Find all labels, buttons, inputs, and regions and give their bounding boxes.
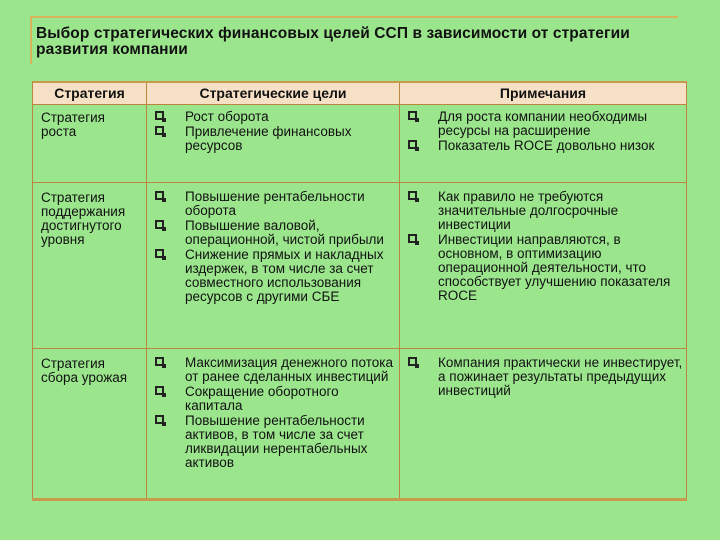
list-item: Повышение рентабельности активов, в том числе за счет ликвидации нерентабельных активов — [147, 414, 399, 470]
checkbox-bullet-icon — [155, 357, 164, 366]
list-item: Привлечение финансовых ресурсов — [147, 125, 399, 153]
checkbox-bullet-icon — [408, 140, 417, 149]
list-item: Для роста компании необходимы ресурсы на расширение — [400, 110, 686, 138]
row-1-goals — [147, 110, 399, 182]
row-3-goals — [147, 356, 399, 499]
checkbox-bullet-icon — [155, 111, 164, 120]
checkbox-bullet-icon — [155, 126, 164, 135]
row-1-notes — [400, 110, 686, 182]
list-item: Как правило не требуются значительные долгосрочные инвестиции — [400, 190, 686, 232]
checkbox-bullet-icon — [408, 234, 417, 243]
checkbox-bullet-icon — [155, 191, 164, 200]
checkbox-bullet-icon — [408, 111, 417, 120]
row-divider — [33, 348, 686, 349]
slide-title: Выбор стратегических финансовых целей ССП в зависимости от стратегии развития компании — [36, 25, 630, 58]
row-3-strategy: Стратегия сбора урожая — [41, 356, 128, 385]
list-item: Компания практически не инвестирует, а пожинает результаты предыдущих инвестиций — [400, 356, 686, 398]
row-2-strategy: Стратегия поддержания достигнутого уровня — [41, 190, 126, 247]
row-3-notes — [400, 356, 686, 499]
checkbox-bullet-icon — [155, 386, 164, 395]
list-item: Снижение прямых и накладных издержек, в том числе за счет совместного использования ресурсов с другими СБЕ — [147, 248, 399, 304]
left-decorative-rule — [30, 16, 32, 64]
top-decorative-rule — [30, 16, 678, 18]
list-item: Рост оборота — [147, 110, 399, 124]
list-item: Повышение валовой, операционной, чистой прибыли — [147, 219, 399, 247]
list-item: Сокращение оборотного капитала — [147, 385, 399, 413]
list-item: Инвестиции направляются, в основном, в оптимизацию операционной деятельности, что способствует улучшению показателя ROCE — [400, 233, 686, 303]
checkbox-bullet-icon — [408, 357, 417, 366]
table-bottom-rule — [32, 498, 687, 501]
checkbox-bullet-icon — [155, 415, 164, 424]
list-item: Повышение рентабельности оборота — [147, 190, 399, 218]
checkbox-bullet-icon — [155, 220, 164, 229]
strategy-table — [32, 81, 687, 499]
list-item: Максимизация денежного потока от ранее сделанных инвестиций — [147, 356, 399, 384]
row-2-notes — [400, 190, 686, 348]
checkbox-bullet-icon — [155, 249, 164, 258]
header-goals: Стратегические цели — [147, 83, 399, 105]
header-notes: Примечания — [400, 83, 686, 105]
checkbox-bullet-icon — [408, 191, 417, 200]
list-item: Показатель ROCE довольно низок — [400, 139, 686, 153]
row-1-strategy: Стратегия роста — [41, 110, 105, 139]
row-2-goals — [147, 190, 399, 348]
row-divider — [33, 182, 686, 183]
header-strategy: Стратегия — [33, 83, 146, 105]
